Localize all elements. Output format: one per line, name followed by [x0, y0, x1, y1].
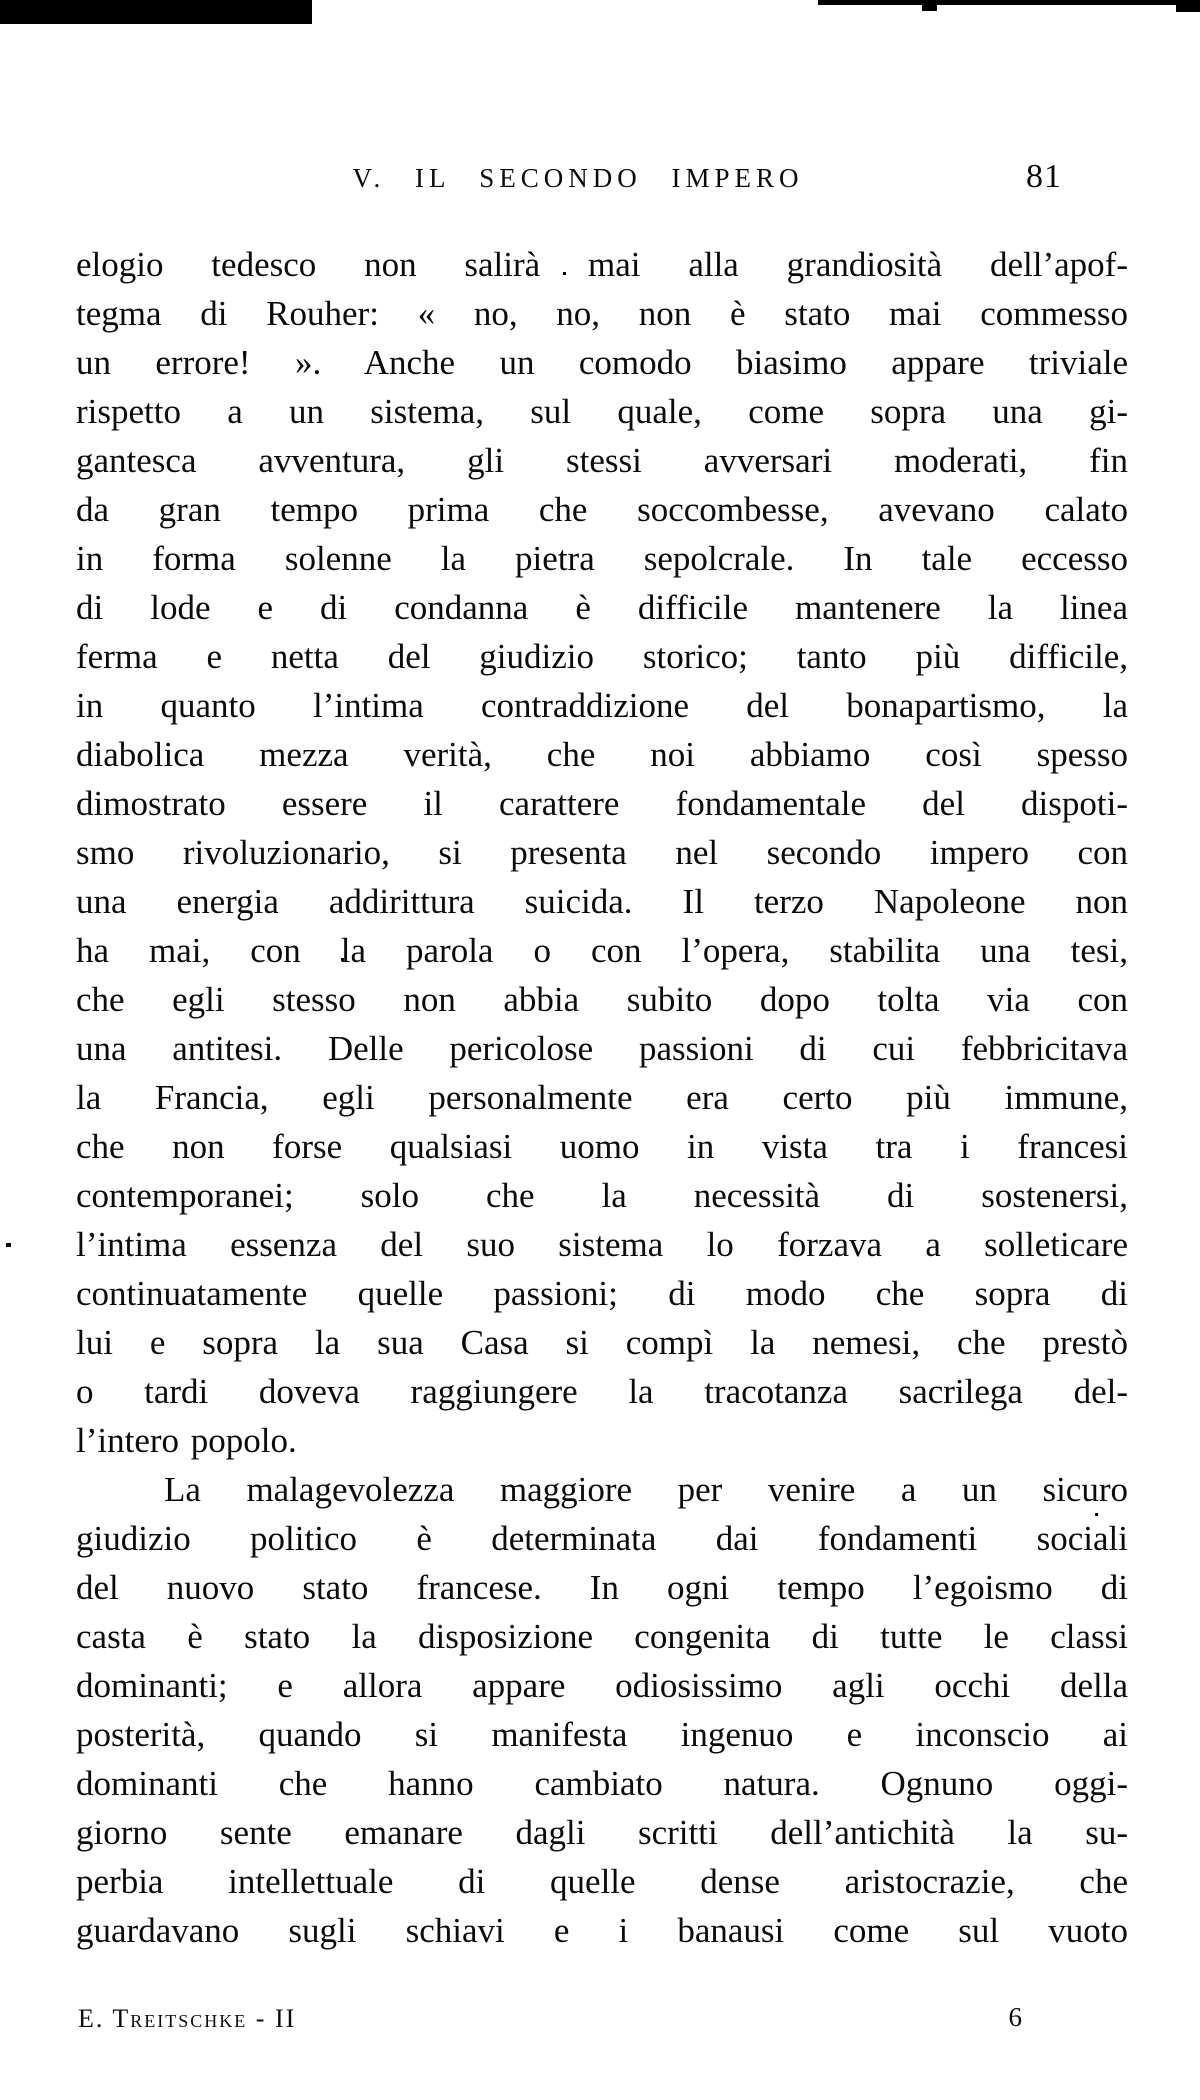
scan-artifact-top-right-nub	[922, 0, 937, 11]
paragraph	[76, 1465, 1128, 1955]
text-line: rispetto a un sistema, sul quale, come sopra una gi-	[76, 392, 1128, 431]
text-line: la Francia, egli personalmente era certo più immune,	[76, 1078, 1128, 1117]
text-line: di lode e di condanna è difficile mantenere la linea	[76, 588, 1128, 627]
text-line: da gran tempo prima che soccombesse, avevano calato	[76, 490, 1128, 529]
text-line: in quanto l’intima contraddizione del bonapartismo, la	[76, 686, 1128, 725]
text-line: diabolica mezza verità, che noi abbiamo così spesso	[76, 735, 1128, 774]
text-line: che egli stesso non abbia subito dopo tolta via con	[76, 980, 1128, 1019]
scan-artifact-top-right	[818, 0, 1200, 5]
body-text	[76, 240, 1128, 1955]
text-line: lui e sopra la sua Casa si compì la nemesi, che prestò	[76, 1323, 1128, 1362]
text-line: un errore! ». Anche un comodo biasimo appare triviale	[76, 343, 1128, 382]
footer-signature: E. Treitschke - II	[78, 2004, 297, 2033]
text-line: casta è stato la disposizione congenita di tutte le classi	[76, 1617, 1128, 1656]
text-line: l’intero popolo.	[76, 1421, 297, 1460]
scan-artifact-speck	[6, 1243, 11, 1247]
footer-sheet-number: 6	[1008, 2002, 1022, 2032]
text-line: ferma e netta del giudizio storico; tanto più difficile,	[76, 637, 1128, 676]
scan-artifact-top-right-corner	[1176, 0, 1200, 12]
text-line: dominanti che hanno cambiato natura. Ognuno oggi-	[76, 1764, 1128, 1803]
text-line: una energia addirittura suicida. Il terzo Napoleone non	[76, 882, 1128, 921]
text-line: dominanti; e allora appare odiosissimo agli occhi della	[76, 1666, 1128, 1705]
text-line: o tardi doveva raggiungere la tracotanza sacrilega del-	[76, 1372, 1128, 1411]
scan-artifact-top-left	[0, 0, 312, 24]
text-line: dimostrato essere il carattere fondamentale del dispoti-	[76, 784, 1128, 823]
text-line: perbia intellettuale di quelle dense aristocrazie, che	[76, 1862, 1128, 1901]
text-line: l’intima essenza del suo sistema lo forzava a solleticare	[76, 1225, 1128, 1264]
text-line: giorno sente emanare dagli scritti dell’antichità la su-	[76, 1813, 1128, 1852]
text-line: del nuovo stato francese. In ogni tempo l’egoismo di	[76, 1568, 1128, 1607]
text-line: una antitesi. Delle pericolose passioni di cui febbricitava	[76, 1029, 1128, 1068]
text-line: contemporanei; solo che la necessità di sostenersi,	[76, 1176, 1128, 1215]
text-line: continuatamente quelle passioni; di modo che sopra di	[76, 1274, 1128, 1313]
text-line: La malagevolezza maggiore per venire a un sicuro	[164, 1470, 1128, 1509]
scan-artifact-speck	[296, 2, 305, 7]
running-title: V. IL SECONDO IMPERO	[352, 163, 804, 193]
page-number: 81	[1026, 158, 1062, 195]
text-line: ha mai, con la parola o con l’opera, stabilita una tesi,	[76, 931, 1128, 970]
text-line: posterità, quando si manifesta ingenuo e inconscio ai	[76, 1715, 1128, 1754]
text-line: tegma di Rouher: « no, no, non è stato mai commesso	[76, 294, 1128, 333]
text-line: elogio tedesco non salirà mai alla grandiosità dell’apof-	[76, 245, 1128, 284]
text-line: che non forse qualsiasi uomo in vista tra i francesi	[76, 1127, 1128, 1166]
text-line: smo rivoluzionario, si presenta nel secondo impero con	[76, 833, 1128, 872]
text-line: gantesca avventura, gli stessi avversari moderati, fin	[76, 441, 1128, 480]
text-line: in forma solenne la pietra sepolcrale. In tale eccesso	[76, 539, 1128, 578]
text-line: guardavano sugli schiavi e i banausi come sul vuoto	[76, 1911, 1128, 1950]
paragraph	[76, 240, 1128, 1465]
text-line: giudizio politico è determinata dai fondamenti sociali	[76, 1519, 1128, 1558]
